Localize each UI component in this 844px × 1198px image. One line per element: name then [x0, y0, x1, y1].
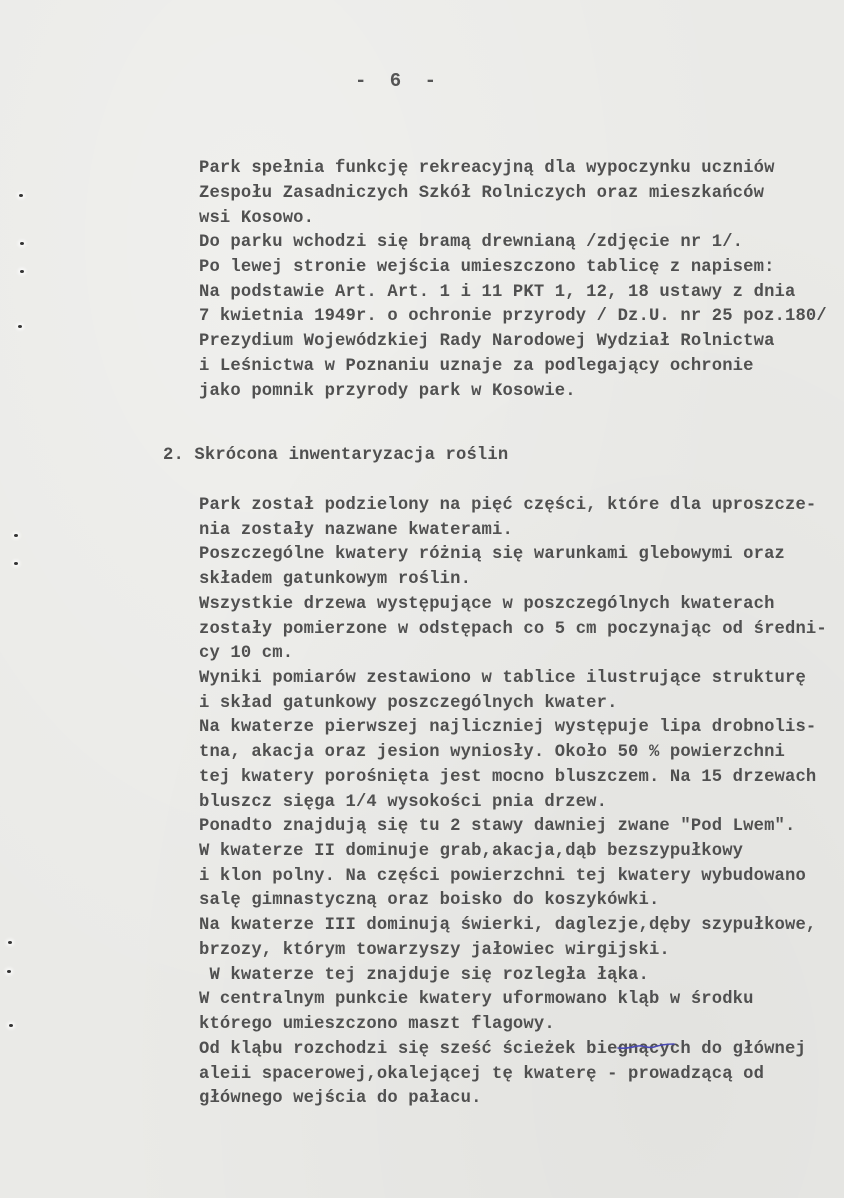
text-line: Ponadto znajdują się tu 2 stawy dawniej zwane "Pod Lwem".: [199, 817, 796, 836]
text-line: Wszystkie drzewa występujące w poszczególnych kwaterach: [199, 595, 775, 614]
text-line: składem gatunkowym roślin.: [199, 570, 472, 589]
text-line: salę gimnastyczną oraz boisko do koszykówki.: [199, 891, 660, 910]
text-line: Od kląbu rozchodzi się sześć ścieżek biegnących do głównej: [199, 1040, 806, 1059]
punch-mark: [8, 941, 12, 944]
section-heading: 2. Skrócona inwentaryzacja roślin: [163, 446, 509, 465]
text-line: aleii spacerowej,okalejącej tę kwaterę - prowadzącą od: [199, 1065, 765, 1084]
text-line: Park został podzielony na pięć części, które dla uproszcze-: [199, 496, 817, 515]
text-line: tej kwatery porośnięta jest mocno bluszczem. Na 15 drzewach: [199, 768, 817, 787]
punch-mark: [9, 1024, 13, 1027]
text-line: Poszczególne kwatery różnią się warunkami glebowymi oraz: [199, 545, 785, 564]
text-line: Na kwaterze III dominują świerki, daglezje,dęby szypułkowe,: [199, 916, 817, 935]
text-line: głównego wejścia do pałacu.: [199, 1089, 482, 1108]
text-line: wsi Kosowo.: [199, 209, 315, 228]
text-line: Na kwaterze pierwszej najliczniej występuje lipa drobnolis-: [199, 718, 817, 737]
text-line: i klon polny. Na części powierzchni tej kwatery wybudowano: [199, 867, 806, 886]
text-line: W kwaterze tej znajduje się rozległa łąka.: [199, 966, 649, 985]
text-line: bluszcz sięga 1/4 wysokości pnia drzew.: [199, 793, 608, 812]
punch-mark: [19, 194, 23, 197]
punch-mark: [20, 242, 24, 245]
text-line: zostały pomierzone w odstępach co 5 cm poczynając od średni-: [199, 620, 827, 639]
text-line: Park spełnia funkcję rekreacyjną dla wypoczynku uczniów: [199, 159, 775, 178]
text-line: cy 10 cm.: [199, 644, 294, 663]
text-line: Do parku wchodzi się bramą drewnianą /zdjęcie nr 1/.: [199, 233, 744, 252]
text-line: i Leśnictwa w Poznaniu uznaje za podlegający ochronie: [199, 357, 754, 376]
text-line: Prezydium Wojewódzkiej Rady Narodowej Wydział Rolnictwa: [199, 332, 775, 351]
text-line: Po lewej stronie wejścia umieszczono tablicę z napisem:: [199, 258, 775, 277]
text-line: tna, akacja oraz jesion wyniosły. Około 50 % powierzchni: [199, 743, 785, 762]
text-line: Wyniki pomiarów zestawiono w tablice ilustrujące strukturę: [199, 669, 806, 688]
text-line: Na podstawie Art. Art. 1 i 11 PKT 1, 12, 18 ustawy z dnia: [199, 283, 796, 302]
page-number: - 6 -: [355, 70, 443, 92]
text-line: W kwaterze II dominuje grab,akacja,dąb bezszypułkowy: [199, 842, 744, 861]
punch-mark: [7, 970, 11, 973]
punch-mark: [14, 534, 18, 537]
punch-mark: [18, 325, 22, 328]
punch-mark: [14, 562, 18, 565]
text-line: nia zostały nazwane kwaterami.: [199, 521, 513, 540]
handwritten-underline-mark: [616, 1040, 680, 1052]
text-line: W centralnym punkcie kwatery uformowano kląb w środku: [199, 990, 754, 1009]
text-line: którego umieszczono maszt flagowy.: [199, 1015, 555, 1034]
text-line: brzozy, którym towarzyszy jałowiec wirgijski.: [199, 941, 670, 960]
text-line: i skład gatunkowy poszczególnych kwater.: [199, 694, 618, 713]
text-line: jako pomnik przyrody park w Kosowie.: [199, 382, 576, 401]
text-line: Zespołu Zasadniczych Szkół Rolniczych oraz mieszkańców: [199, 184, 765, 203]
text-line: 7 kwietnia 1949r. o ochronie przyrody / Dz.U. nr 25 poz.180/: [199, 307, 827, 326]
punch-mark: [20, 270, 24, 273]
